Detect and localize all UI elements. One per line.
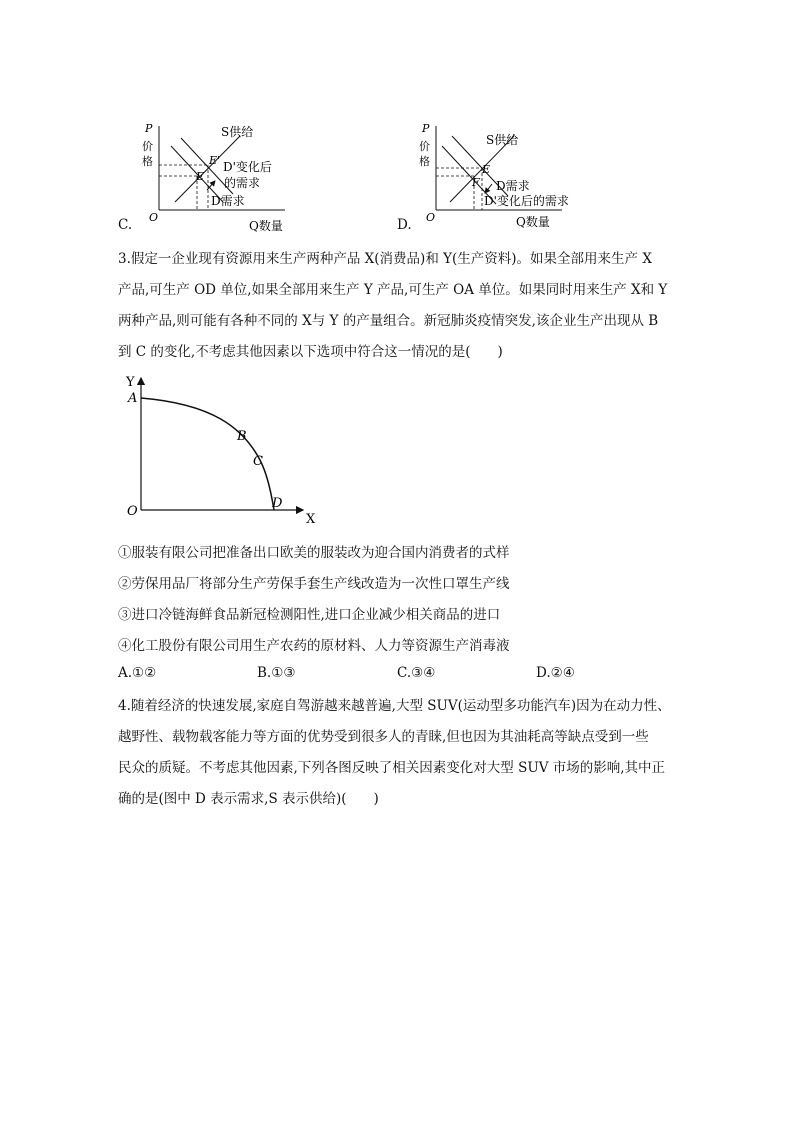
stem-line: 民众的质疑。不考虑其他因素,下列各图反映了相关因素变化对大型 SUV 市场的影响,其中正 [118,760,666,776]
d-prime-label-2: 的需求 [224,176,261,190]
point-a-label: A [128,391,138,406]
d-prime-label: D'变化后的需求 [484,194,569,208]
origin-label: O [127,504,138,519]
q-label: Q数量 [516,215,550,229]
x-axis-label: X [306,512,316,527]
stem-line: 3.假定一企业现有资源用来生产两种产品 X(消费品)和 Y(生产资料)。如果全部用来生产 X [118,251,652,267]
stem-line: 两种产品,则可能有各种不同的 X与 Y 的产量组合。新冠肺炎疫情突发,该企业生产出现从 B [118,313,659,329]
point-b-label: B [237,429,247,444]
origin-label: O [149,211,159,224]
statement-3: ③进口冷链海鲜食品新冠检测阳性,进口企业减少相关商品的进口 [118,607,501,623]
e-prime-label: E' [209,154,221,167]
option-a: A.①② [118,665,157,681]
stem-line: 4.随着经济的快速发展,家庭自驾游越来越普遍,大型 SUV(运动型多功能汽车)因为在动力性、 [118,698,671,714]
option-d-label: D. [397,217,412,233]
statement-4: ④化工股份有限公司用生产农药的原材料、人力等资源生产消毒液 [118,638,510,654]
d-label: D需求 [496,179,530,193]
stem-line: 到 C 的变化,不考虑其他因素以下选项中符合这一情况的是( ) [118,344,503,360]
point-c-label: C [253,454,263,469]
figure-d-supply-demand-graph [412,118,602,233]
stem-line: 产品,可生产 OD 单位,如果全部用来生产 Y 产品,可生产 OA 单位。如果同时用来生产 X和 Y [118,282,668,298]
option-b: B.①③ [257,665,296,681]
figure-c-supply-demand-graph [135,118,325,233]
supply-label: S供给 [221,125,254,139]
point-d-label: D [272,496,283,511]
y-axis-label: Y [126,375,135,390]
option-c-label: C. [118,217,133,233]
e-label: E [196,170,205,183]
statement-2: ②劳保用品厂将部分生产劳保手套生产线改造为一次性口罩生产线 [118,576,510,592]
option-c: C.③④ [397,665,436,681]
q-label: Q数量 [249,219,283,233]
production-possibility-graph [118,368,328,530]
stem-line: 越野性、载物载客能力等方面的优势受到很多人的青睐,但也因为其油耗高等缺点受到一些 [118,729,649,745]
shift-arrow [485,184,492,193]
stem-line: 确的是(图中 D 表示需求,S 表示供给)( ) [118,791,379,807]
price-label-1: 价 [142,140,153,153]
price-label-1: 价 [419,140,430,153]
supply-label: S供给 [486,133,519,147]
price-label-2: 格 [419,155,430,168]
p-label: P [422,122,430,135]
question-3-stem [118,244,684,368]
d-prime-label-1: D'变化后 [223,160,272,174]
p-label: P [145,122,153,135]
origin-label: O [426,211,436,224]
d-label: D需求 [211,194,245,208]
e-label: E [482,163,491,176]
statement-1: ①服装有限公司把准备出口欧美的服装改为迎合国内消费者的式样 [118,545,510,561]
question-4-stem [118,691,684,815]
price-label-2: 格 [142,155,153,168]
option-d: D.②④ [536,665,575,681]
f-label: F [472,176,480,189]
